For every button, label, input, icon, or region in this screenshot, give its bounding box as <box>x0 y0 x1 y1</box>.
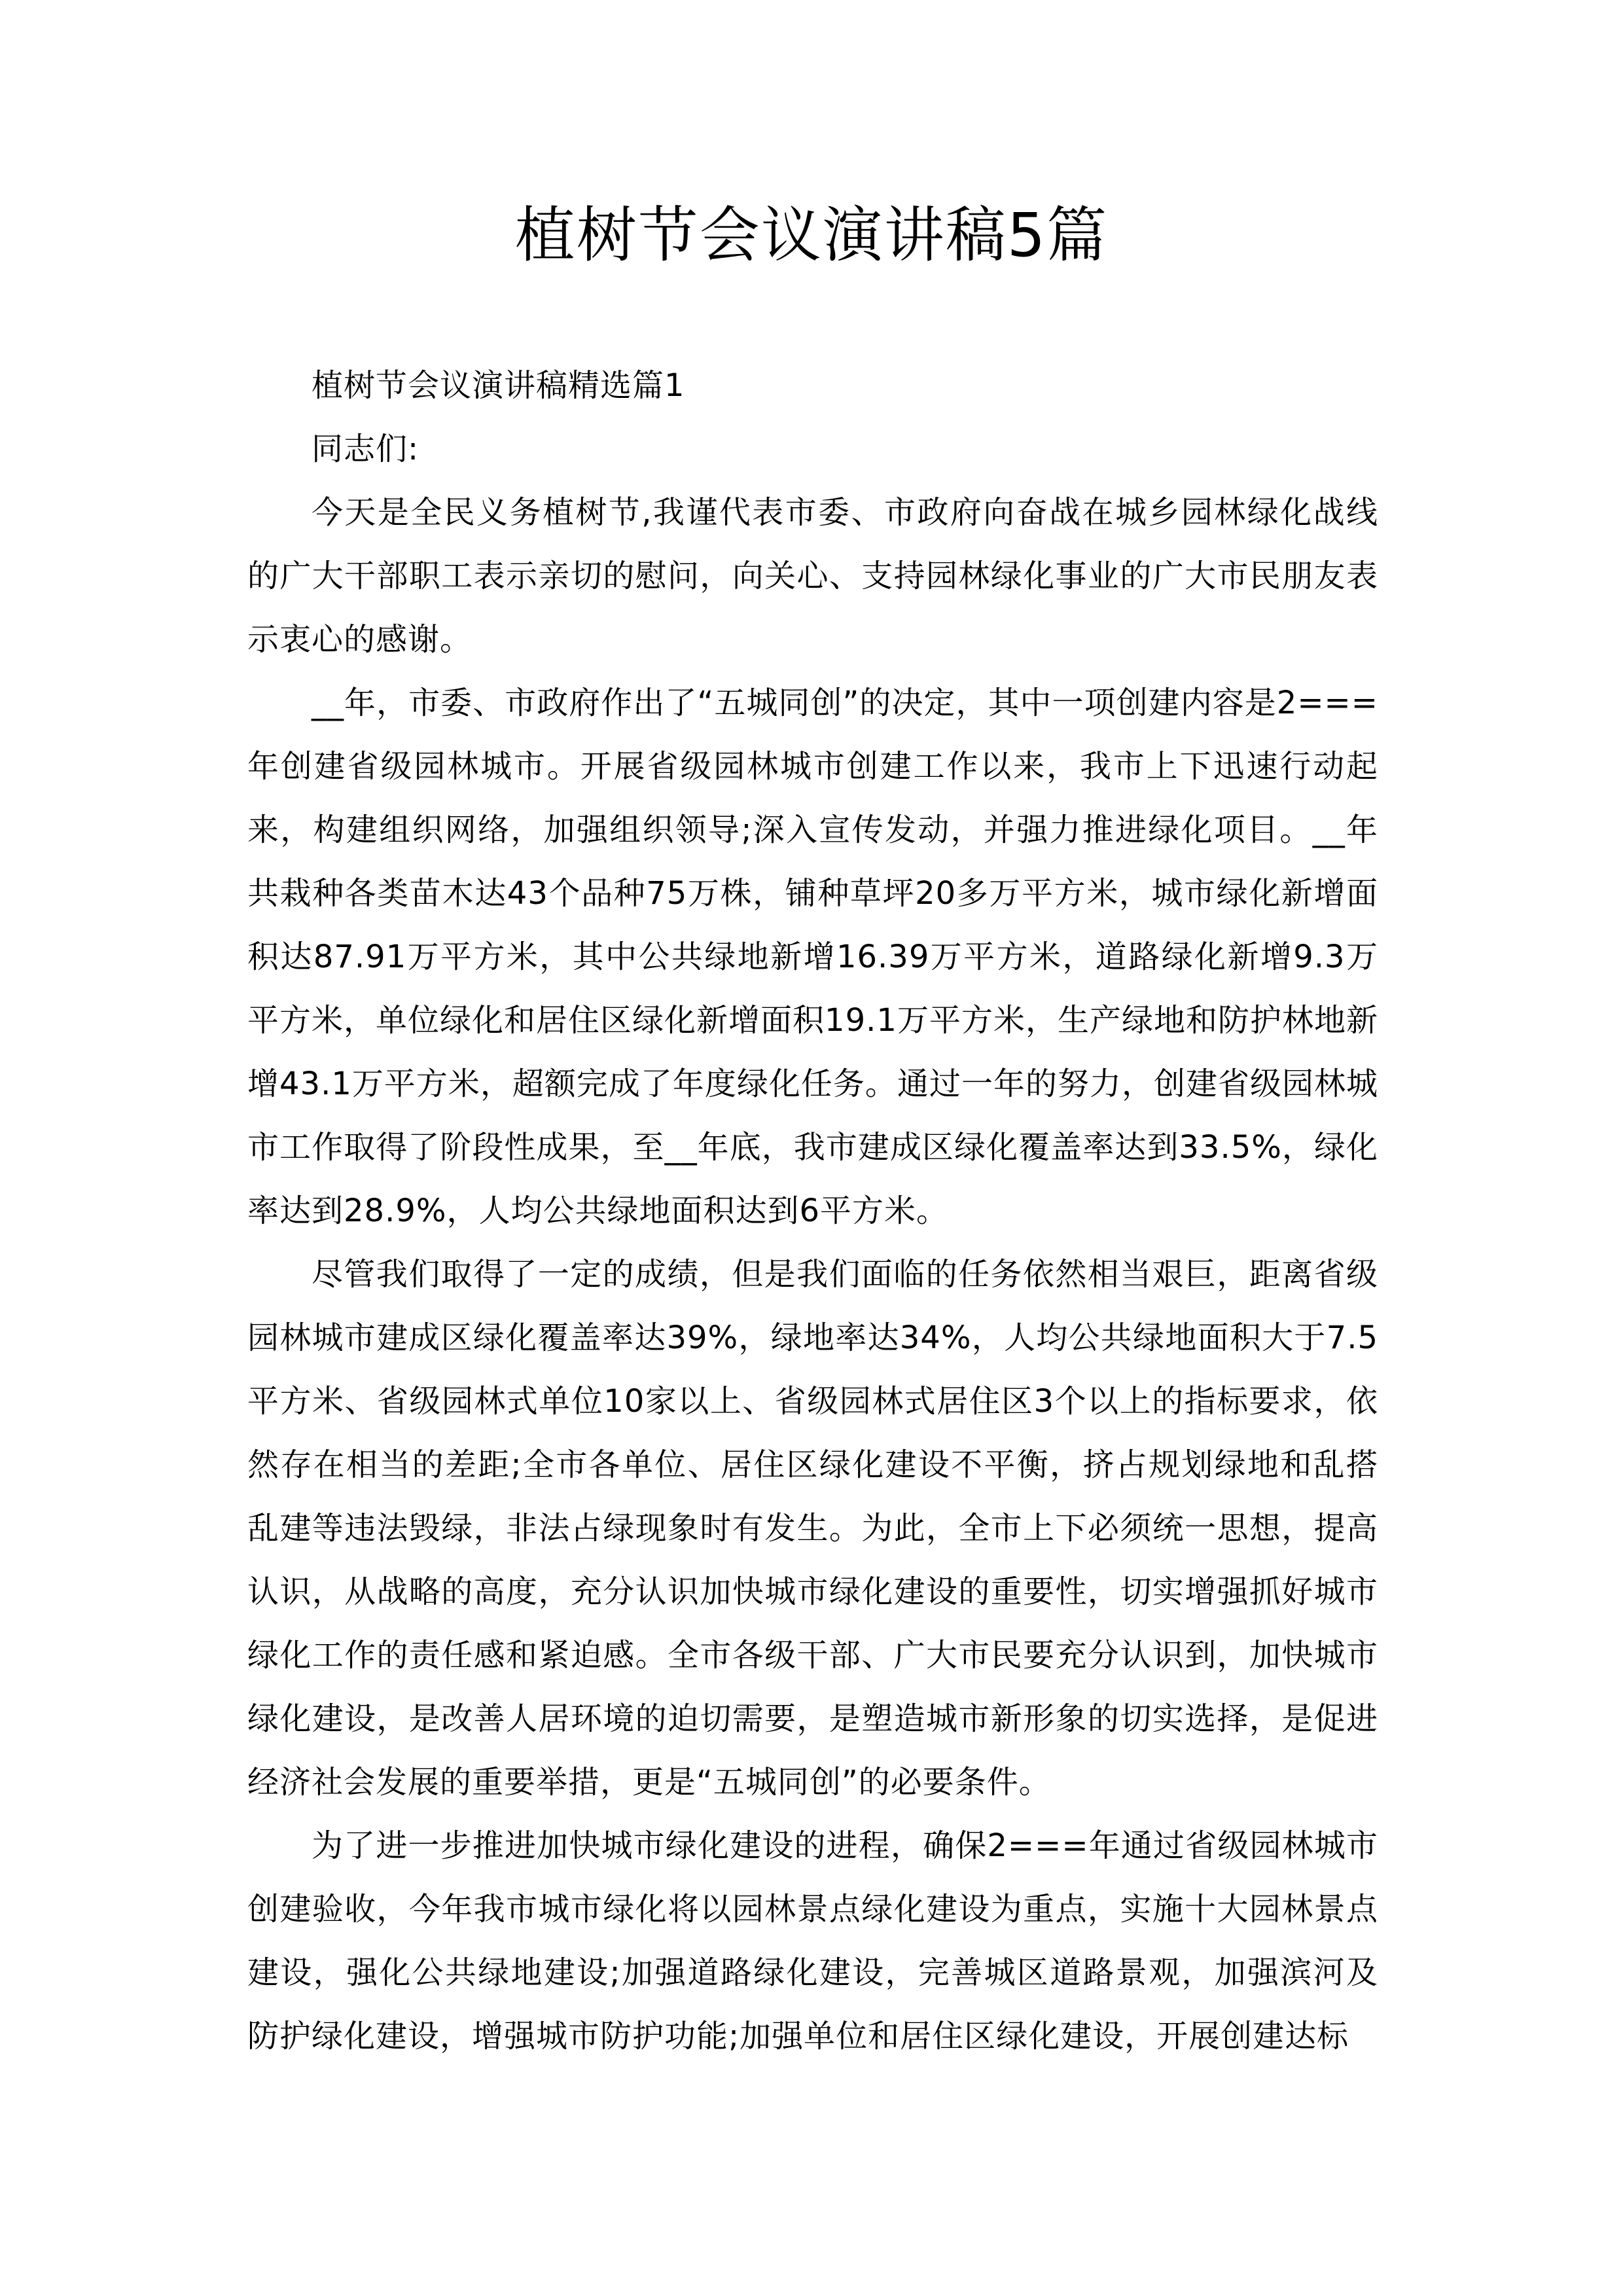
paragraph: 为了进一步推进加快城市绿化建设的进程，确保2===年通过省级园林城市创建验收，今年我市城市绿化将以园林景点绿化建设为重点，实施十大园林景点建设，强化公共绿地建设;加强道路绿化建设，完善城区道路景观，加强滨河及防护绿化建设，增强城市防护功能;加强单位和居住区绿化建设，开展创建达标 <box>247 1827 1378 2054</box>
document-title: 植树节会议演讲稿5篇 <box>514 200 1109 270</box>
paragraph: 尽管我们取得了一定的成绩，但是我们面临的任务依然相当艰巨，距离省级园林城市建成区绿化覆盖率达39%，绿地率达34%，人均公共绿地面积大于7.5平方米、省级园林式单位10家以上、省级园林式居住区3个以上的指标要求，依然存在相当的差距;全市各单位、居住区绿化建设不平衡，挤占规划绿地和乱搭乱建等违法毁绿，非法占绿现象时有发生。为此，全市上下必须统一思想，提高认识，从战略的高度，充分认识加快城市绿化建设的重要性，切实增强抓好城市绿化工作的责任感和紧迫感。全市各级干部、广大市民要充分认识到，加快城市绿化建设，是改善人居环境的迫切需要，是塑造城市新形象的切实选择，是促进经济社会发展的重要举措，更是“五城同创”的必要条件。 <box>247 1256 1378 1801</box>
paragraph: 今天是全民义务植树节,我谨代表市委、市政府向奋战在城乡园林绿化战线的广大干部职工表示亲切的慰问，向关心、支持园林绿化事业的广大市民朋友表示衷心的感谢。 <box>247 494 1378 658</box>
paragraph: __年，市委、市政府作出了“五城同创”的决定，其中一项创建内容是2===年创建省级园林城市。开展省级园林城市创建工作以来，我市上下迅速行动起来，构建组织网络，加强组织领导;深入宣传发动，并强力推进绿化项目。__年共栽种各类苗木达43个品种75万株，铺种草坪20多万平方米，城市绿化新增面积达87.91万平方米，其中公共绿地新增16.39万平方米，道路绿化新增9.3万平方米，单位绿化和居住区绿化新增面积19.1万平方米，生产绿地和防护林地新增43.1万平方米，超额完成了年度绿化任务。通过一年的努力，创建省级园林城市工作取得了阶段性成果，至__年底，我市建成区绿化覆盖率达到33.5%，绿化率达到28.9%，人均公共绿地面积达到6平方米。 <box>247 685 1378 1229</box>
document-body <box>247 354 1378 2068</box>
section-heading: 植树节会议演讲稿精选篇1 <box>312 367 685 404</box>
salutation: 同志们: <box>312 431 419 467</box>
